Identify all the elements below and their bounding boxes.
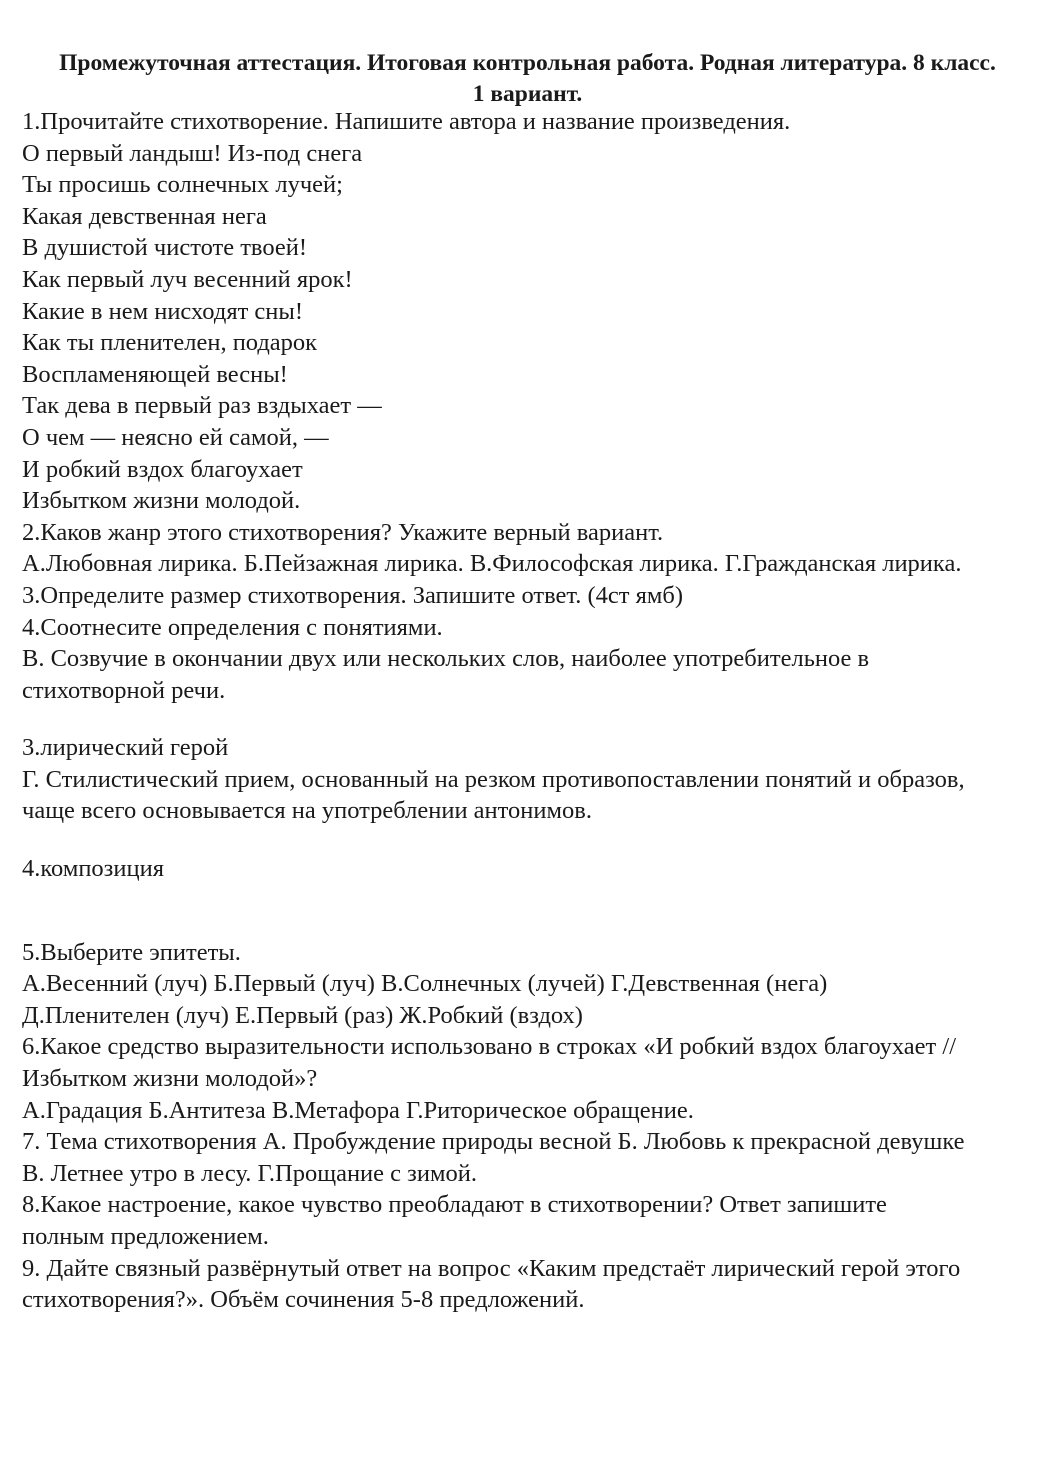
blank-space [22, 827, 1033, 853]
definition-g-line-1: Г. Стилистический прием, основанный на резком противопоставлении понятий и образов, [22, 765, 965, 793]
term-lyric-hero: 3.лирический герой [22, 734, 229, 762]
poem-line: Как первый луч весенний ярок! [22, 265, 353, 293]
definition-g-line-2: чаще всего основывается на употреблении антонимов. [22, 797, 592, 825]
blank-space [22, 706, 1033, 732]
question-9-line-2: стихотворения?». Объём сочинения 5-8 предложений. [22, 1286, 585, 1314]
definition-v-line-1: В. Созвучие в окончании двух или нескольких слов, наиболее употребительное в [22, 645, 870, 673]
question-7-line-1: 7. Тема стихотворения А. Пробуждение природы весной Б. Любовь к прекрасной девушке [22, 1128, 965, 1156]
question-7-line-2: В. Летнее утро в лесу. Г.Прощание с зимой. [22, 1159, 477, 1187]
question-2-prompt: 2.Каков жанр этого стихотворения? Укажите верный вариант. [22, 518, 664, 546]
poem [22, 138, 1033, 517]
poem-line: И робкий вздох благоухает [22, 455, 303, 483]
question-1-prompt: 1.Прочитайте стихотворение. Напишите автора и название произведения. [22, 108, 791, 135]
question-5-options-1: А.Весенний (луч) Б.Первый (луч) В.Солнечных (лучей) Г.Девственная (нега) [22, 970, 828, 998]
poem-line: Воспламеняющей весны! [22, 360, 288, 388]
definition-v-line-2: стихотворной речи. [22, 676, 226, 704]
question-5-options-2: Д.Пленителен (луч) Е.Первый (раз) Ж.Робкий (вздох) [22, 1001, 583, 1029]
question-8-line-2: полным предложением. [22, 1223, 269, 1250]
poem-line: Как ты пленителен, подарок [22, 329, 318, 357]
question-2-options: А.Любовная лирика. Б.Пейзажная лирика. В.Философская лирика. Г.Гражданская лирика. [22, 550, 962, 578]
question-6-prompt-2: Избытком жизни молодой»? [22, 1065, 318, 1093]
poem-line: Какие в нем нисходят сны! [22, 297, 304, 325]
term-composition: 4.композиция [22, 855, 164, 883]
poem-line: О чем — неясно ей самой, — [22, 423, 329, 451]
question-6-prompt-1: 6.Какое средство выразительности использовано в строках «И робкий вздох благоухает // [22, 1033, 957, 1061]
poem-line: Ты просишь солнечных лучей; [22, 171, 343, 199]
question-5-prompt: 5.Выберите эпитеты. [22, 938, 241, 966]
document-body [22, 106, 1033, 1316]
poem-line: В душистой чистоте твоей! [22, 234, 308, 262]
document-header [22, 48, 1033, 110]
poem-line: Избытком жизни молодой. [22, 487, 301, 515]
blank-space [22, 885, 1033, 937]
poem-line: О первый ландыш! Из-под снега [22, 139, 363, 167]
poem-line: Какая девственная нега [22, 202, 267, 230]
variant-label: 1 вариант. [472, 81, 583, 107]
question-4-prompt: 4.Соотнесите определения с понятиями. [22, 613, 443, 641]
question-6-options: А.Градация Б.Антитеза В.Метафора Г.Риторическое обращение. [22, 1096, 694, 1124]
poem-line: Так дева в первый раз вздыхает — [22, 392, 382, 420]
document-title: Промежуточная аттестация. Итоговая контрольная работа. Родная литература. 8 класс. [59, 50, 996, 76]
question-3-prompt: 3.Определите размер стихотворения. Запишите ответ. (4ст ямб) [22, 581, 684, 609]
question-8-line-1: 8.Какое настроение, какое чувство преобладают в стихотворении? Ответ запишите [22, 1191, 887, 1219]
question-9-line-1: 9. Дайте связный развёрнутый ответ на вопрос «Каким предстаёт лирический герой этого [22, 1254, 961, 1282]
